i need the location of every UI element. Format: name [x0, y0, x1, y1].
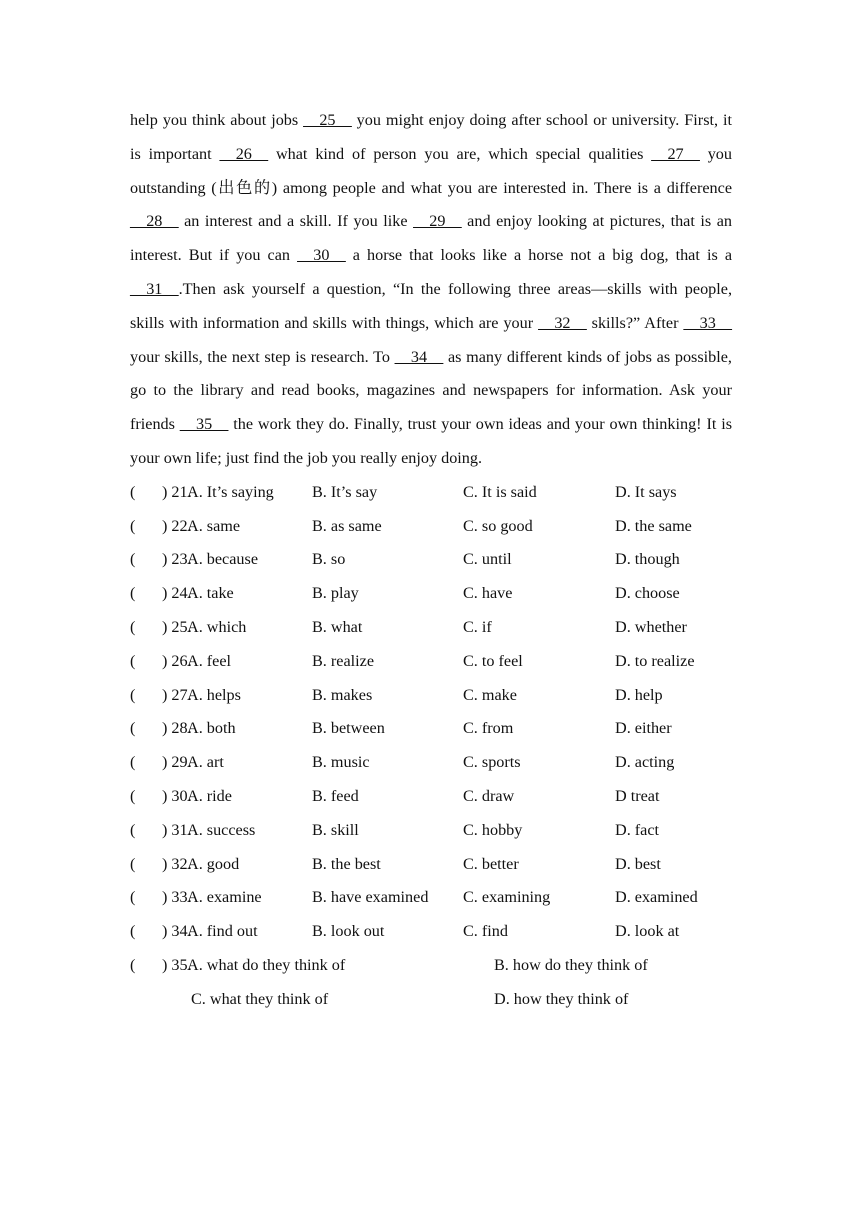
option-a: A. examine: [187, 888, 262, 907]
option-b: B. skill: [312, 820, 359, 839]
option-d: D. look at: [615, 922, 680, 941]
option-c: C. examining: [463, 888, 551, 907]
option-a: A. good: [187, 854, 240, 873]
blank-28: __28__: [130, 212, 179, 231]
option-b: B. makes: [312, 685, 373, 704]
option-a: A. It’s saying: [187, 482, 274, 501]
option-b: B. feed: [312, 786, 359, 805]
option-c: C. until: [463, 550, 512, 569]
question-35: [130, 949, 732, 1017]
option-b: B. realize: [312, 651, 375, 670]
option-b: B. music: [312, 753, 370, 772]
option-a: A. what do they think of: [187, 955, 346, 974]
passage-text: your skills, the next step is research. To: [130, 347, 395, 366]
document-page: [130, 104, 732, 1017]
passage-text: skills?” After: [586, 313, 684, 332]
answer-paren[interactable]: (: [130, 854, 136, 873]
option-b: B. how do they think of: [494, 955, 648, 974]
blank-30: __30__: [297, 246, 346, 265]
question-number: ) 32.: [162, 854, 192, 873]
passage-text: you outstanding (出色的) among people and what you are interested in. There is a difference: [130, 144, 732, 197]
option-c: C. have: [463, 584, 513, 603]
option-d: D. though: [615, 550, 680, 569]
option-a: A. both: [187, 719, 236, 738]
option-d: D. the same: [615, 516, 692, 535]
question-row: [130, 712, 732, 746]
question-number: ) 21.: [162, 482, 192, 501]
option-a: A. success: [187, 820, 256, 839]
option-c: C. if: [463, 617, 492, 636]
option-c: C. It is said: [463, 482, 537, 501]
question-number: ) 35.: [162, 955, 192, 974]
blank-27: __27__: [651, 144, 700, 163]
option-b: B. It’s say: [312, 482, 378, 501]
option-d: D. best: [615, 854, 661, 873]
blank-33: __33__: [683, 313, 732, 332]
option-c: C. make: [463, 685, 517, 704]
answer-paren[interactable]: (: [130, 820, 136, 839]
question-row: [130, 780, 732, 814]
question-row: [130, 746, 732, 780]
option-b: B. look out: [312, 922, 385, 941]
question-number: ) 28.: [162, 719, 192, 738]
option-c: C. find: [463, 922, 508, 941]
answer-paren[interactable]: (: [130, 516, 136, 535]
option-d: D. fact: [615, 820, 660, 839]
option-c: C. so good: [463, 516, 533, 535]
blank-34: __34__: [394, 347, 444, 366]
question-row: [130, 679, 732, 713]
option-b: B. have examined: [312, 888, 429, 907]
option-c: C. what they think of: [191, 989, 329, 1008]
option-d: D. It says: [615, 482, 677, 501]
option-c: C. from: [463, 719, 514, 738]
question-number: ) 24.: [162, 584, 192, 603]
option-c: C. to feel: [463, 651, 523, 670]
option-a: A. same: [187, 516, 241, 535]
passage-text: and enjoy looking at pictures, that is an interest. But if you can: [130, 212, 732, 265]
option-d: D. examined: [615, 888, 698, 907]
option-b: B. what: [312, 617, 363, 636]
option-c: C. draw: [463, 786, 515, 805]
question-number: ) 26.: [162, 651, 192, 670]
question-list: [130, 476, 732, 949]
option-d: D. either: [615, 719, 672, 738]
question-number: ) 27.: [162, 685, 192, 704]
answer-paren[interactable]: (: [130, 651, 136, 670]
passage-text: help you think about jobs: [130, 111, 304, 129]
option-a: A. which: [187, 617, 247, 636]
answer-paren[interactable]: (: [130, 955, 136, 974]
blank-31: __31__: [130, 279, 179, 298]
question-number: ) 29.: [162, 753, 192, 772]
question-row: [130, 915, 732, 949]
option-c: C. hobby: [463, 820, 523, 839]
option-a: A. art: [187, 753, 224, 772]
option-a: A. take: [187, 584, 234, 603]
answer-paren[interactable]: (: [130, 888, 136, 907]
question-row: [130, 645, 732, 679]
answer-paren[interactable]: (: [130, 685, 136, 704]
question-row: [130, 881, 732, 915]
answer-paren[interactable]: (: [130, 753, 136, 772]
question-number: ) 23.: [162, 550, 192, 569]
question-row: [130, 510, 732, 544]
question-number: ) 33.: [162, 888, 192, 907]
option-d: D. how they think of: [494, 989, 629, 1008]
cloze-passage: [130, 104, 732, 476]
option-d: D. acting: [615, 753, 675, 772]
option-d: D. choose: [615, 584, 680, 603]
passage-text: you might enjoy doing after school or university. First, it is important: [130, 111, 732, 163]
question-number: ) 30.: [162, 786, 192, 805]
answer-paren[interactable]: (: [130, 786, 136, 805]
option-a: A. ride: [187, 786, 232, 805]
passage-text: a horse that looks like a horse not a big dog, that is a: [345, 246, 732, 265]
question-number: ) 31.: [162, 820, 192, 839]
answer-paren[interactable]: (: [130, 719, 136, 738]
option-b: B. so: [312, 550, 346, 569]
option-c: C. sports: [463, 753, 521, 772]
question-row: [130, 611, 732, 645]
answer-paren[interactable]: (: [130, 550, 136, 569]
option-b: B. play: [312, 584, 359, 603]
option-a: A. find out: [187, 922, 258, 941]
question-row: [130, 577, 732, 611]
question-row: [130, 814, 732, 848]
passage-text: as many different kinds of jobs as possible, go to the library and read books, magazines and newspapers for information. Ask your friends: [130, 347, 732, 434]
blank-29: __29__: [413, 212, 462, 231]
blank-35: __35__: [179, 415, 229, 434]
answer-paren[interactable]: (: [130, 617, 136, 636]
answer-paren[interactable]: (: [130, 482, 136, 501]
question-row: [130, 476, 732, 510]
passage-text: an interest and a skill. If you like: [178, 212, 414, 231]
option-b: B. the best: [312, 854, 381, 873]
option-a: A. because: [187, 550, 259, 569]
option-d: D. whether: [615, 617, 687, 636]
question-number: ) 25.: [162, 617, 192, 636]
blank-26: __26__: [219, 144, 269, 163]
question-number: ) 34.: [162, 922, 192, 941]
option-c: C. better: [463, 854, 519, 873]
passage-text: what kind of person you are, which special qualities: [268, 144, 652, 163]
answer-paren[interactable]: (: [130, 922, 136, 941]
option-b: B. between: [312, 719, 385, 738]
question-number: ) 22.: [162, 516, 192, 535]
option-b: B. as same: [312, 516, 382, 535]
passage-text: the work they do. Finally, trust your own ideas and your own thinking! It is your own life; just find the job you really enjoy doing.: [130, 415, 732, 467]
option-d: D treat: [615, 786, 660, 805]
passage-text: .Then ask yourself a question, “In the following three areas—skills with people, skills with information and skills with things, which are your: [130, 279, 732, 332]
question-row: [130, 848, 732, 882]
option-d: D. help: [615, 685, 663, 704]
question-row: [130, 543, 732, 577]
answer-paren[interactable]: (: [130, 584, 136, 603]
option-a: A. feel: [187, 651, 232, 670]
blank-32: __32__: [538, 313, 587, 332]
option-a: A. helps: [187, 685, 241, 704]
blank-25: __25__: [303, 111, 352, 129]
option-d: D. to realize: [615, 651, 695, 670]
